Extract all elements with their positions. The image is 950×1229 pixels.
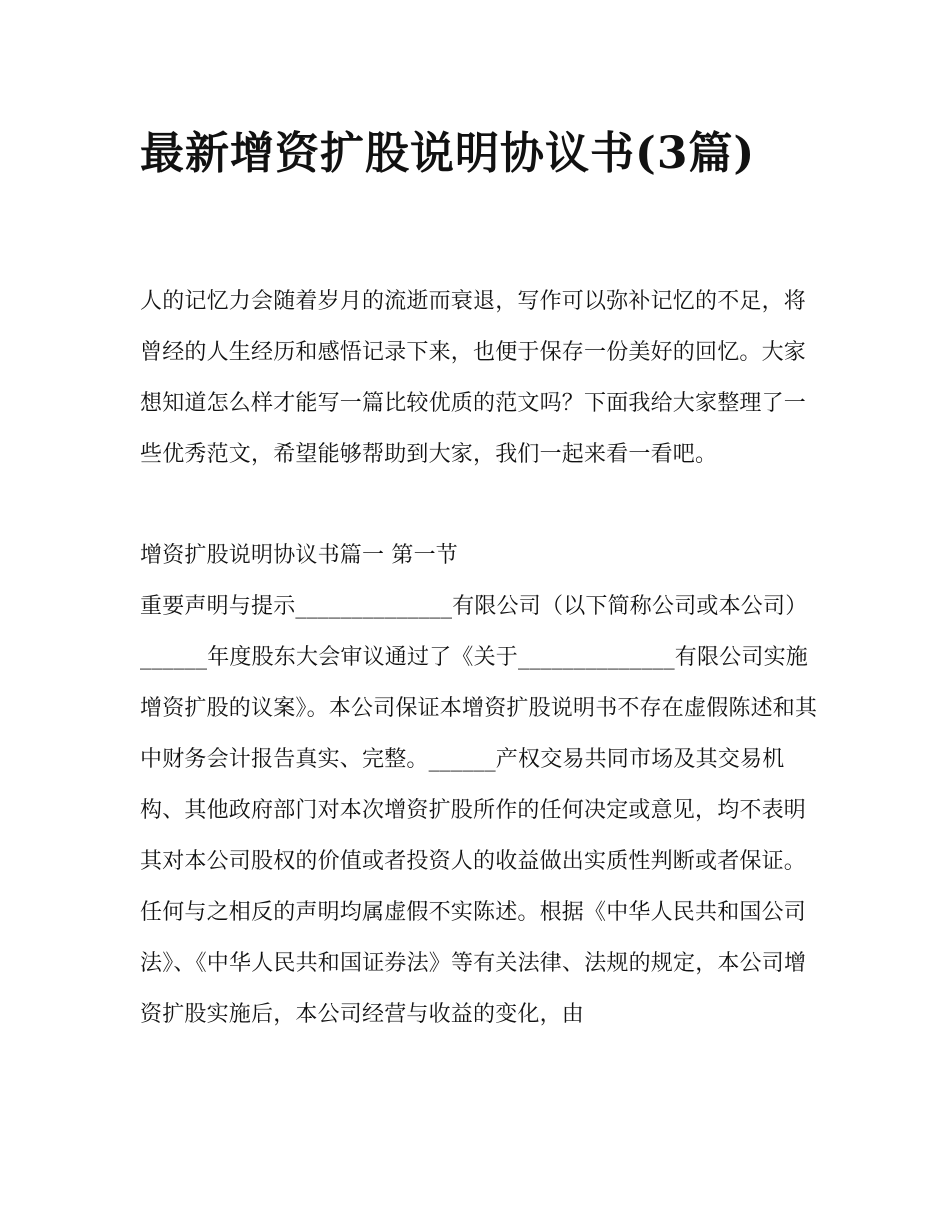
document-title: 最新增资扩股说明协议书(3篇) (140, 128, 756, 179)
section-body-paragraph: 重要声明与提示______________有限公司（以下简称公司或本公司）______年度股东大会审议通过了《关于______________有限公司实施增资扩股的议案》。本公司保证本增资扩股说明书不存在虚假陈述和其中财务会计报告真实、完整。______产权交易共同市场及其交易机构、其他政府部门对本次增资扩股所作的任何决定或意见，均不表明其对本公司股权的价值或者投资人的收益做出实质性判断或者保证。任何与之相反的声明均属虚假不实陈述。根据《中华人民共和国公司法》、《中华人民共和国证券法》等有关法律、法规的规定，本公司增资扩股实施后，本公司经营与收益的变化，由 (140, 594, 818, 1027)
intro-paragraph: 人的记忆力会随着岁月的流逝而衰退，写作可以弥补记忆的不足，将曾经的人生经历和感悟记录下来，也便于保存一份美好的回忆。大家想知道怎么样才能写一篇比较优质的范文吗？下面我给大家整理了一些优秀范文，希望能够帮助到大家，我们一起来看一看吧。 (140, 289, 807, 467)
section-heading: 增资扩股说明协议书篇一 第一节 (140, 543, 458, 568)
